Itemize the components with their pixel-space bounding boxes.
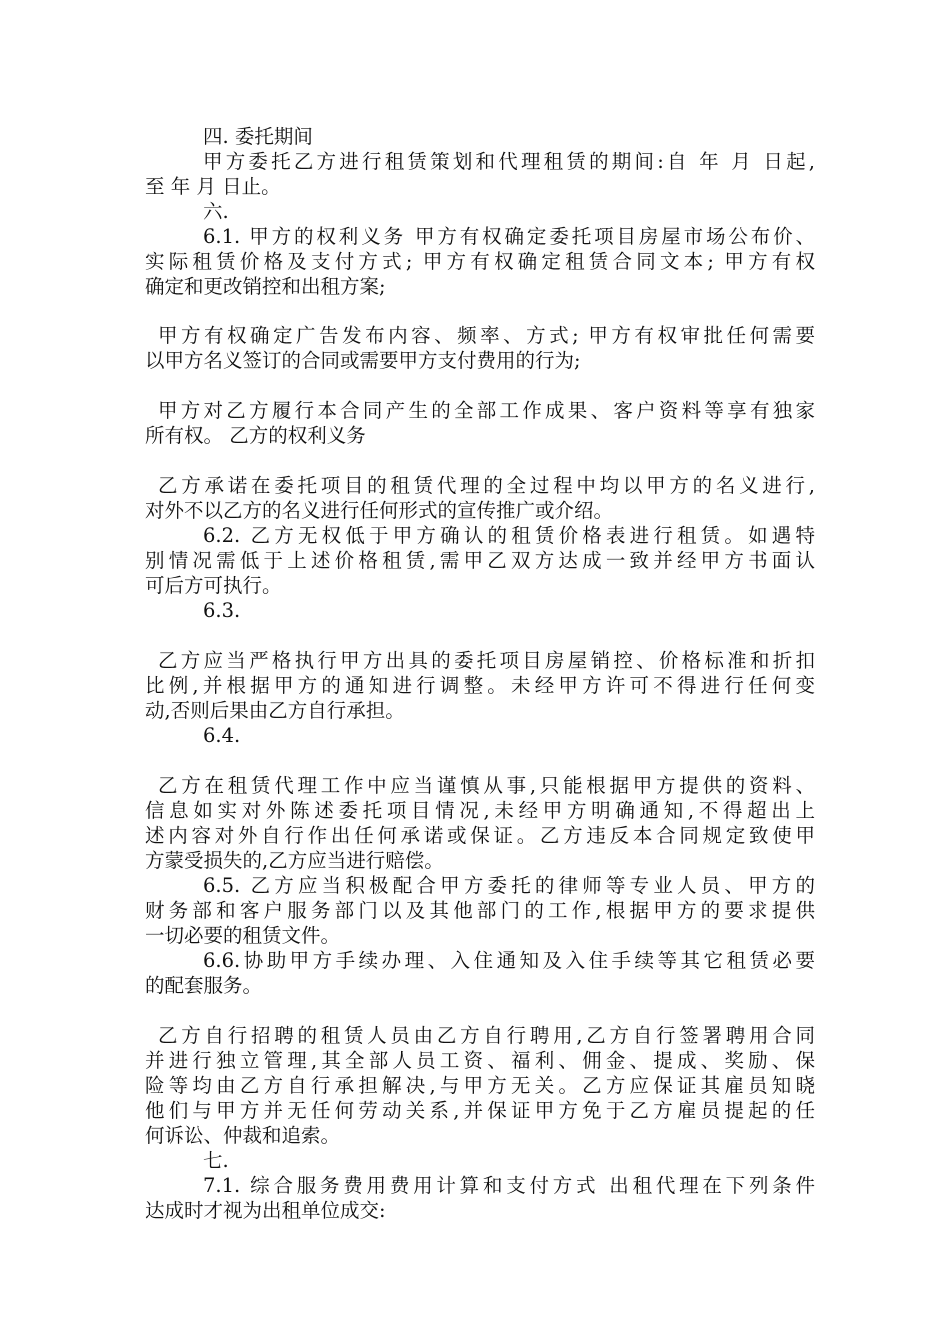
paragraph-line: 的配套服务。 (145, 974, 263, 997)
paragraph-line: 乙方在租赁代理工作中应当谨慎从事,只能根据甲方提供的资料、 (158, 774, 815, 797)
paragraph-line: 可后方可执行。 (145, 574, 282, 597)
paragraph-line: 乙方自行招聘的租赁人员由乙方自行聘用,乙方自行签署聘用合同 (158, 1024, 815, 1047)
paragraph-line: 至 年 月 日止。 (145, 175, 281, 198)
paragraph-line: 以甲方名义签订的合同或需要甲方支付费用的行为; (145, 349, 581, 372)
paragraph-line: 6.1. 甲方的权利义务 甲方有权确定委托项目房屋市场公布价、 (203, 225, 815, 248)
paragraph-line: 所有权。 乙方的权利义务 (145, 424, 366, 447)
paragraph-line: 乙方承诺在委托项目的租赁代理的全过程中均以甲方的名义进行, (158, 474, 815, 497)
paragraph-line: 方蒙受损失的,乙方应当进行赔偿。 (145, 849, 444, 872)
paragraph-line: 6.2. 乙方无权低于甲方确认的租赁价格表进行租赁。如遇特 (203, 524, 815, 547)
section-number: 6.4. (203, 724, 241, 747)
paragraph-line: 比例,并根据甲方的通知进行调整。未经甲方许可不得进行任何变 (145, 674, 815, 697)
paragraph-line: 甲方委托乙方进行租赁策划和代理租赁的期间:自 年 月 日起, (203, 150, 815, 173)
paragraph-line: 甲方有权确定广告发布内容、频率、方式; 甲方有权审批任何需要 (158, 324, 815, 347)
paragraph-line: 确定和更改销控和出租方案; (145, 275, 386, 298)
section-heading-7: 七. (203, 1149, 229, 1172)
section-heading-4: 四. 委托期间 (203, 125, 313, 148)
paragraph-line: 财务部和客户服务部门以及其他部门的工作,根据甲方的要求提供 (145, 899, 815, 922)
paragraph-line: 险等均由乙方自行承担解决,与甲方无关。乙方应保证其雇员知晓 (145, 1074, 815, 1097)
paragraph-line: 何诉讼、仲裁和追索。 (145, 1124, 341, 1147)
section-heading-6: 六. (203, 200, 229, 223)
paragraph-line: 实际租赁价格及支付方式; 甲方有权确定租赁合同文本; 甲方有权 (145, 250, 815, 273)
paragraph-line: 动,否则后果由乙方自行承担。 (145, 699, 405, 722)
paragraph-line: 对外不以乙方的名义进行任何形式的宣传推广或介绍。 (145, 499, 614, 522)
paragraph-line: 6.5. 乙方应当积极配合甲方委托的律师等专业人员、甲方的 (203, 874, 815, 897)
paragraph-line: 达成时才视为出租单位成交: (145, 1199, 386, 1222)
section-number: 6.3. (203, 599, 241, 622)
paragraph-line: 乙方应当严格执行甲方出具的委托项目房屋销控、价格标准和折扣 (158, 649, 815, 672)
paragraph-line: 他们与甲方并无任何劳动关系,并保证甲方免于乙方雇员提起的任 (145, 1099, 815, 1122)
paragraph-line: 一切必要的租赁文件。 (145, 924, 341, 947)
paragraph-line: 6.6.协助甲方手续办理、入住通知及入住手续等其它租赁必要 (203, 949, 815, 972)
paragraph-line: 信息如实对外陈述委托项目情况,未经甲方明确通知,不得超出上 (145, 799, 815, 822)
paragraph-line: 甲方对乙方履行本合同产生的全部工作成果、客户资料等享有独家 (158, 399, 815, 422)
paragraph-line: 别情况需低于上述价格租赁,需甲乙双方达成一致并经甲方书面认 (145, 549, 815, 572)
paragraph-line: 并进行独立管理,其全部人员工资、福利、佣金、提成、奖励、保 (145, 1049, 815, 1072)
paragraph-line: 述内容对外自行作出任何承诺或保证。乙方违反本合同规定致使甲 (145, 824, 815, 847)
paragraph-line: 7.1. 综合服务费用费用计算和支付方式 出租代理在下列条件 (203, 1174, 815, 1197)
